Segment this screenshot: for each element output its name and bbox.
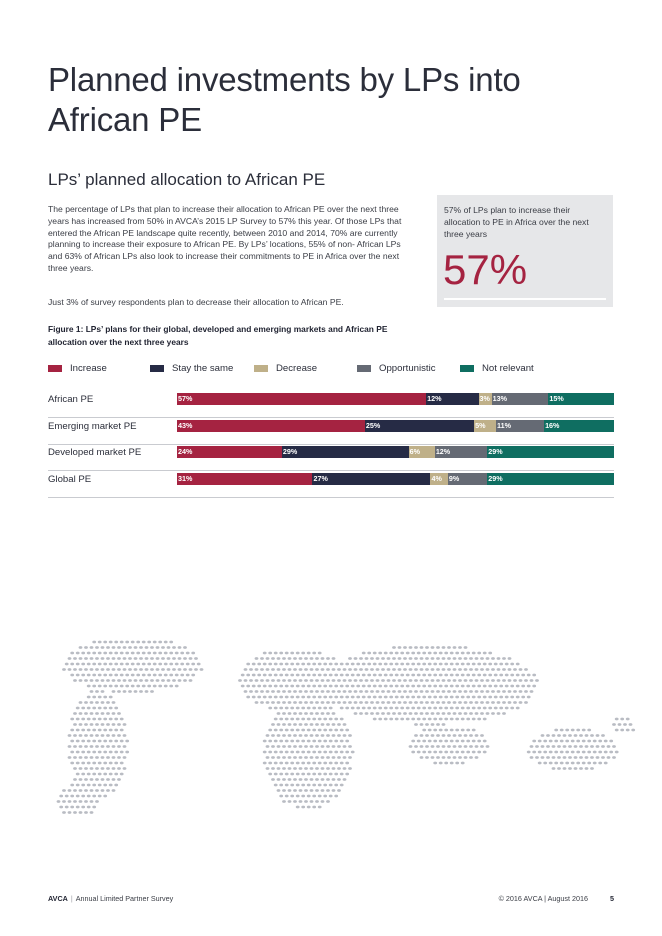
bar-segment-decrease	[409, 446, 435, 458]
callout-rule	[444, 298, 606, 300]
bar-segment-opportunistic	[496, 420, 544, 432]
category-label: Developed market PE	[48, 447, 142, 459]
category-label: African PE	[48, 394, 94, 405]
bar-segment-increase	[177, 393, 426, 405]
chart-row	[48, 470, 614, 498]
data-label: 16%	[545, 420, 560, 430]
data-label: 11%	[497, 420, 511, 430]
data-label: 29%	[488, 447, 503, 457]
chart-row	[48, 390, 614, 418]
bar-segment-not-relevant	[544, 420, 614, 432]
bar-segment-decrease	[479, 393, 492, 405]
legend-item-opportunistic	[357, 363, 436, 374]
data-label: 9%	[448, 474, 460, 484]
data-label: 12%	[435, 447, 451, 457]
bar-segment-opportunistic	[492, 393, 549, 405]
bar-segment-decrease	[430, 473, 447, 485]
bar-segment-increase	[177, 446, 282, 458]
bar-segment-not-relevant	[487, 473, 614, 485]
stacked-bar-chart	[48, 390, 614, 500]
footer-copyright: © 2016 AVCA | August 2016	[498, 894, 588, 903]
stacked-bar	[177, 393, 614, 405]
legend-label: Increase	[70, 363, 107, 374]
legend-item-not-relevant	[460, 363, 534, 374]
data-label: 12%	[427, 394, 442, 403]
data-label: 6%	[409, 447, 420, 457]
body-paragraph-1: The percentage of LPs that plan to increase their allocation to African PE over the next three years has increased from 50% in AVCA’s 2015 LP Survey to 57% this year. Of those LPs that entered the African PE landscape quite recently, between 2010 and 2014, 70% are currently planning to increase their exposure to African PE. By LPs’ locations, 55% of non- African LPs and 63% of African LPs also look to increase their commitments to PE in Africa over the next three years.	[48, 204, 402, 273]
callout-text: 57% of LPs plan to increase their allocation to PE in Africa over the next three years	[444, 205, 589, 239]
footer-brand: AVCA	[48, 894, 68, 903]
data-label: 57%	[178, 394, 193, 403]
footer-left	[48, 894, 173, 903]
callout-number: 57%	[443, 246, 528, 293]
category-label: Global PE	[48, 474, 92, 486]
legend-label: Opportunistic	[379, 363, 436, 374]
legend-label: Not relevant	[482, 363, 534, 374]
data-label: 24%	[178, 447, 193, 457]
bar-segment-not-relevant	[487, 446, 614, 458]
footer-publication: Annual Limited Partner Survey	[75, 894, 174, 903]
legend-swatch	[48, 365, 62, 372]
data-label: 43%	[178, 420, 193, 430]
stacked-bar	[177, 420, 614, 432]
data-label: 5%	[475, 420, 486, 430]
bar-segment-stay-the-same	[282, 446, 409, 458]
legend-item-stay-the-same	[150, 363, 233, 374]
legend-label: Decrease	[276, 363, 318, 374]
chart-row	[48, 443, 614, 471]
data-label: 3%	[479, 394, 490, 403]
footer-right	[499, 894, 614, 903]
bar-segment-opportunistic	[435, 446, 487, 458]
bar-segment-decrease	[474, 420, 496, 432]
legend-swatch	[150, 365, 164, 372]
callout-box	[437, 195, 613, 307]
world-map-dots-icon	[38, 625, 642, 825]
legend-label: Stay the same	[172, 363, 234, 374]
legend-item-increase	[48, 363, 107, 374]
legend-swatch	[460, 365, 474, 372]
footer	[48, 894, 614, 906]
body-paragraph-2: Just 3% of survey respondents plan to decrease their allocation to African PE.	[48, 297, 344, 307]
footer-separator: |	[70, 894, 73, 903]
bar-segment-increase	[177, 420, 365, 432]
figure-caption: Figure 1: LPs’ plans for their global, developed and emerging markets and African PE allocation over the next three years	[48, 324, 388, 347]
data-label: 27%	[313, 474, 328, 484]
chart-row	[48, 417, 614, 445]
stacked-bar	[177, 473, 614, 485]
page-title: Planned investments by LPs into African PE	[48, 61, 521, 138]
section-subtitle: LPs’ planned allocation to African PE	[48, 170, 326, 189]
data-label: 13%	[492, 394, 508, 403]
page-number: 5	[610, 894, 614, 903]
legend-item-decrease	[254, 363, 317, 374]
data-label: 4%	[431, 474, 442, 484]
data-label: 15%	[549, 394, 564, 403]
bar-segment-increase	[177, 473, 312, 485]
data-label: 29%	[282, 447, 298, 457]
data-label: 31%	[178, 474, 193, 484]
chart-legend	[48, 363, 618, 377]
bar-segment-opportunistic	[448, 473, 487, 485]
bar-segment-not-relevant	[548, 393, 614, 405]
category-label: Emerging market PE	[48, 420, 137, 432]
bar-segment-stay-the-same	[426, 393, 478, 405]
legend-swatch	[357, 365, 371, 372]
data-label: 29%	[488, 474, 503, 484]
legend-swatch	[254, 365, 268, 372]
bar-segment-stay-the-same	[365, 420, 474, 432]
stacked-bar	[177, 446, 614, 458]
bar-segment-stay-the-same	[312, 473, 430, 485]
data-label: 25%	[365, 420, 381, 430]
